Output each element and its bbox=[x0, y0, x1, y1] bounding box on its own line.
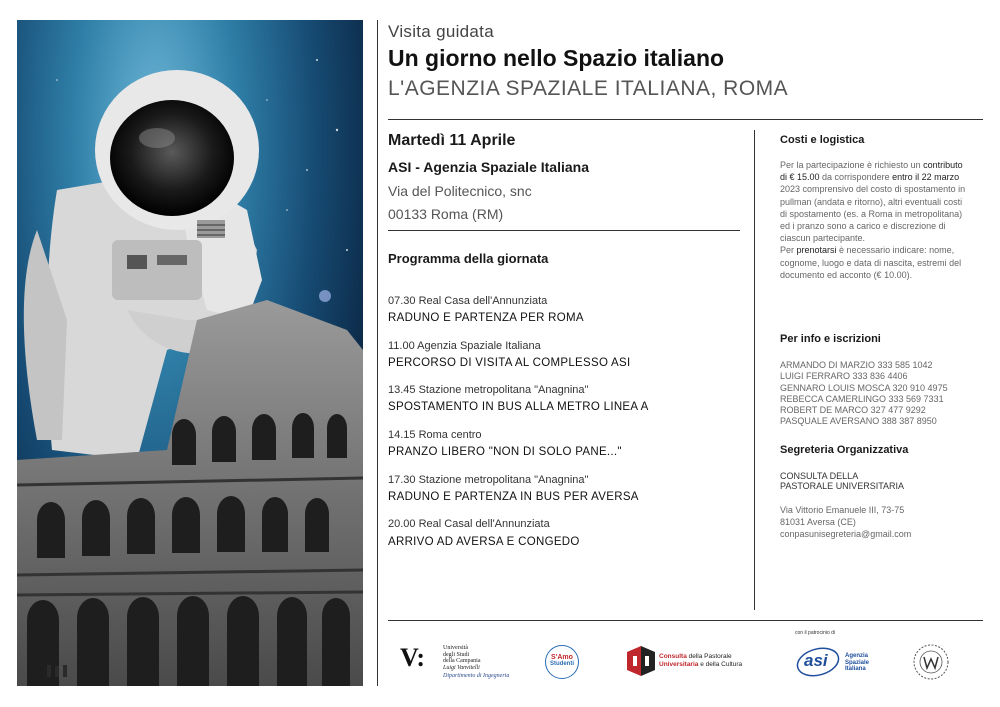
contact-item: GENNARO LOUIS MOSCA 320 910 4975 bbox=[780, 382, 948, 393]
secretariat-org-line: PASTORALE UNIVERSITARIA bbox=[780, 481, 905, 491]
program-item-activity: ARRIVO AD AVERSA E CONGEDO bbox=[388, 536, 580, 548]
asi-mark: asi bbox=[804, 651, 828, 670]
header-title: Un giorno nello Spazio italiano bbox=[388, 45, 725, 71]
program-item-time: 17.30 Stazione metropolitana "Anagnina" bbox=[388, 474, 589, 486]
header-place: L'AGENZIA SPAZIALE ITALIANA, ROMA bbox=[388, 77, 789, 100]
contact-item: ARMANDO DI MARZIO 333 585 1042 bbox=[780, 360, 933, 370]
program-item-time: 13.45 Stazione metropolitana "Anagnina" bbox=[388, 384, 589, 396]
vanvitelli-dept: Dipartimento di Ingegneria bbox=[443, 673, 510, 679]
event-address-line1: Via del Politecnico, snc bbox=[388, 183, 532, 199]
header-rule bbox=[388, 119, 983, 120]
vanvitelli-line: Luigi Vanvitelli bbox=[443, 664, 480, 671]
program-item-activity: PRANZO LIBERO "NON DI SOLO PANE..." bbox=[388, 446, 622, 458]
poster-image bbox=[17, 20, 363, 686]
samo-studenti-logo bbox=[545, 645, 579, 679]
secretariat-title: Segreteria Organizzativa bbox=[780, 444, 909, 456]
secretariat-address-line: Via Vittorio Emanuele III, 73-75 bbox=[780, 505, 905, 515]
contact-item: PASQUALE AVERSANO 388 387 8950 bbox=[780, 416, 937, 427]
asi-text bbox=[845, 653, 869, 673]
vanvitelli-line: della Campania bbox=[443, 658, 481, 664]
vanvitelli-mark: V: bbox=[400, 643, 426, 672]
costs-text-part: Per la partecipazione è richiesto un bbox=[780, 160, 921, 170]
costs-text bbox=[780, 159, 970, 281]
program-item-time: 14.15 Roma centro bbox=[388, 429, 482, 441]
secretariat-address bbox=[780, 504, 911, 540]
contact-list bbox=[780, 360, 948, 428]
info-title: Per info e iscrizioni bbox=[780, 333, 881, 345]
consulta-text-part: Consulta bbox=[659, 653, 687, 660]
contact-item: REBECCA CAMERLINGO 333 569 7331 bbox=[780, 393, 944, 404]
costs-text-part: 2023 comprensivo del costo di spostamento in pullman (andata e ritorno), altri eventuali costi di spostamento (es. a Roma in metropolitana) ed i pranzo sono a carico e discrezione di ciascun partecipante. bbox=[780, 184, 966, 244]
vanvitelli-line: degli Studi bbox=[443, 651, 470, 658]
asi-line: Agenzia bbox=[845, 653, 869, 659]
astronaut-colosseum-illustration bbox=[17, 20, 363, 686]
column-divider bbox=[754, 130, 755, 610]
consulta-text-part: della Pastorale bbox=[686, 653, 732, 660]
secretariat-org-line: CONSULTA DELLA bbox=[780, 471, 859, 481]
costs-text-part: da corrispondere bbox=[819, 172, 890, 183]
consulta-emblem-icon bbox=[627, 646, 655, 676]
program-item-activity: SPOSTAMENTO IN BUS ALLA METRO LINEA A bbox=[388, 401, 649, 413]
vanvitelli-text bbox=[443, 645, 510, 680]
event-date: Martedì 11 Aprile bbox=[388, 132, 516, 149]
seal-emblem-icon bbox=[912, 642, 950, 682]
seal-logo bbox=[912, 642, 950, 687]
contact-item: LUIGI FERRARO 333 836 4406 bbox=[780, 371, 908, 382]
booking-keyword: prenotarsi bbox=[796, 245, 837, 256]
event-venue: ASI - Agenzia Spaziale Italiana bbox=[388, 159, 589, 175]
samo-line: S'Amo bbox=[551, 654, 573, 661]
contact-item: ROBERT DE MARCO 327 477 9292 bbox=[780, 405, 926, 416]
program-item-time: 07.30 Real Casa dell'Annunziata bbox=[388, 295, 548, 307]
patrocinio-label: con il patrocinio di bbox=[795, 630, 836, 636]
event-rule bbox=[388, 230, 740, 231]
samo-line: Studenti bbox=[550, 661, 574, 667]
booking-text-part: è necessario indicare: nome, cognome, luogo e data di nascita, estremi del documento ed acconto (€ 10.00). bbox=[780, 245, 962, 280]
costs-title: Costi e logistica bbox=[780, 134, 865, 146]
program-item-time: 20.00 Real Casal dell'Annunziata bbox=[388, 518, 550, 530]
costs-amount: contributo di € 15.00 bbox=[780, 160, 963, 183]
vanvitelli-line: Università bbox=[443, 645, 468, 651]
asi-logo bbox=[795, 644, 870, 685]
footer-rule bbox=[388, 620, 983, 621]
event-address-line2: 00133 Roma (RM) bbox=[388, 206, 504, 222]
asi-line: Italiana bbox=[845, 666, 866, 672]
program-item-activity: PERCORSO DI VISITA AL COMPLESSO ASI bbox=[388, 357, 631, 369]
program-item-activity: RADUNO E PARTENZA PER ROMA bbox=[388, 312, 584, 324]
consulta-text bbox=[659, 653, 754, 669]
secretariat-email[interactable]: conpasunisegreteria@gmail.com bbox=[780, 529, 912, 539]
secretariat-org bbox=[780, 471, 904, 491]
booking-text-part: Per bbox=[780, 245, 797, 256]
program-title: Programma della giornata bbox=[388, 251, 549, 266]
secretariat-address-line: 81031 Aversa (CE) bbox=[780, 517, 856, 527]
header-subtitle: Visita guidata bbox=[388, 22, 494, 41]
consulta-text-part: e della Cultura bbox=[698, 661, 743, 668]
program-item-activity: RADUNO E PARTENZA IN BUS PER AVERSA bbox=[388, 491, 639, 503]
costs-deadline: entro il 22 marzo bbox=[892, 172, 960, 183]
program-item-time: 11.00 Agenzia Spaziale Italiana bbox=[388, 340, 541, 352]
asi-line: Spaziale bbox=[845, 659, 870, 666]
vertical-divider bbox=[377, 20, 378, 686]
consulta-text-part: Universitaria bbox=[659, 661, 699, 668]
consulta-logo bbox=[627, 646, 743, 681]
